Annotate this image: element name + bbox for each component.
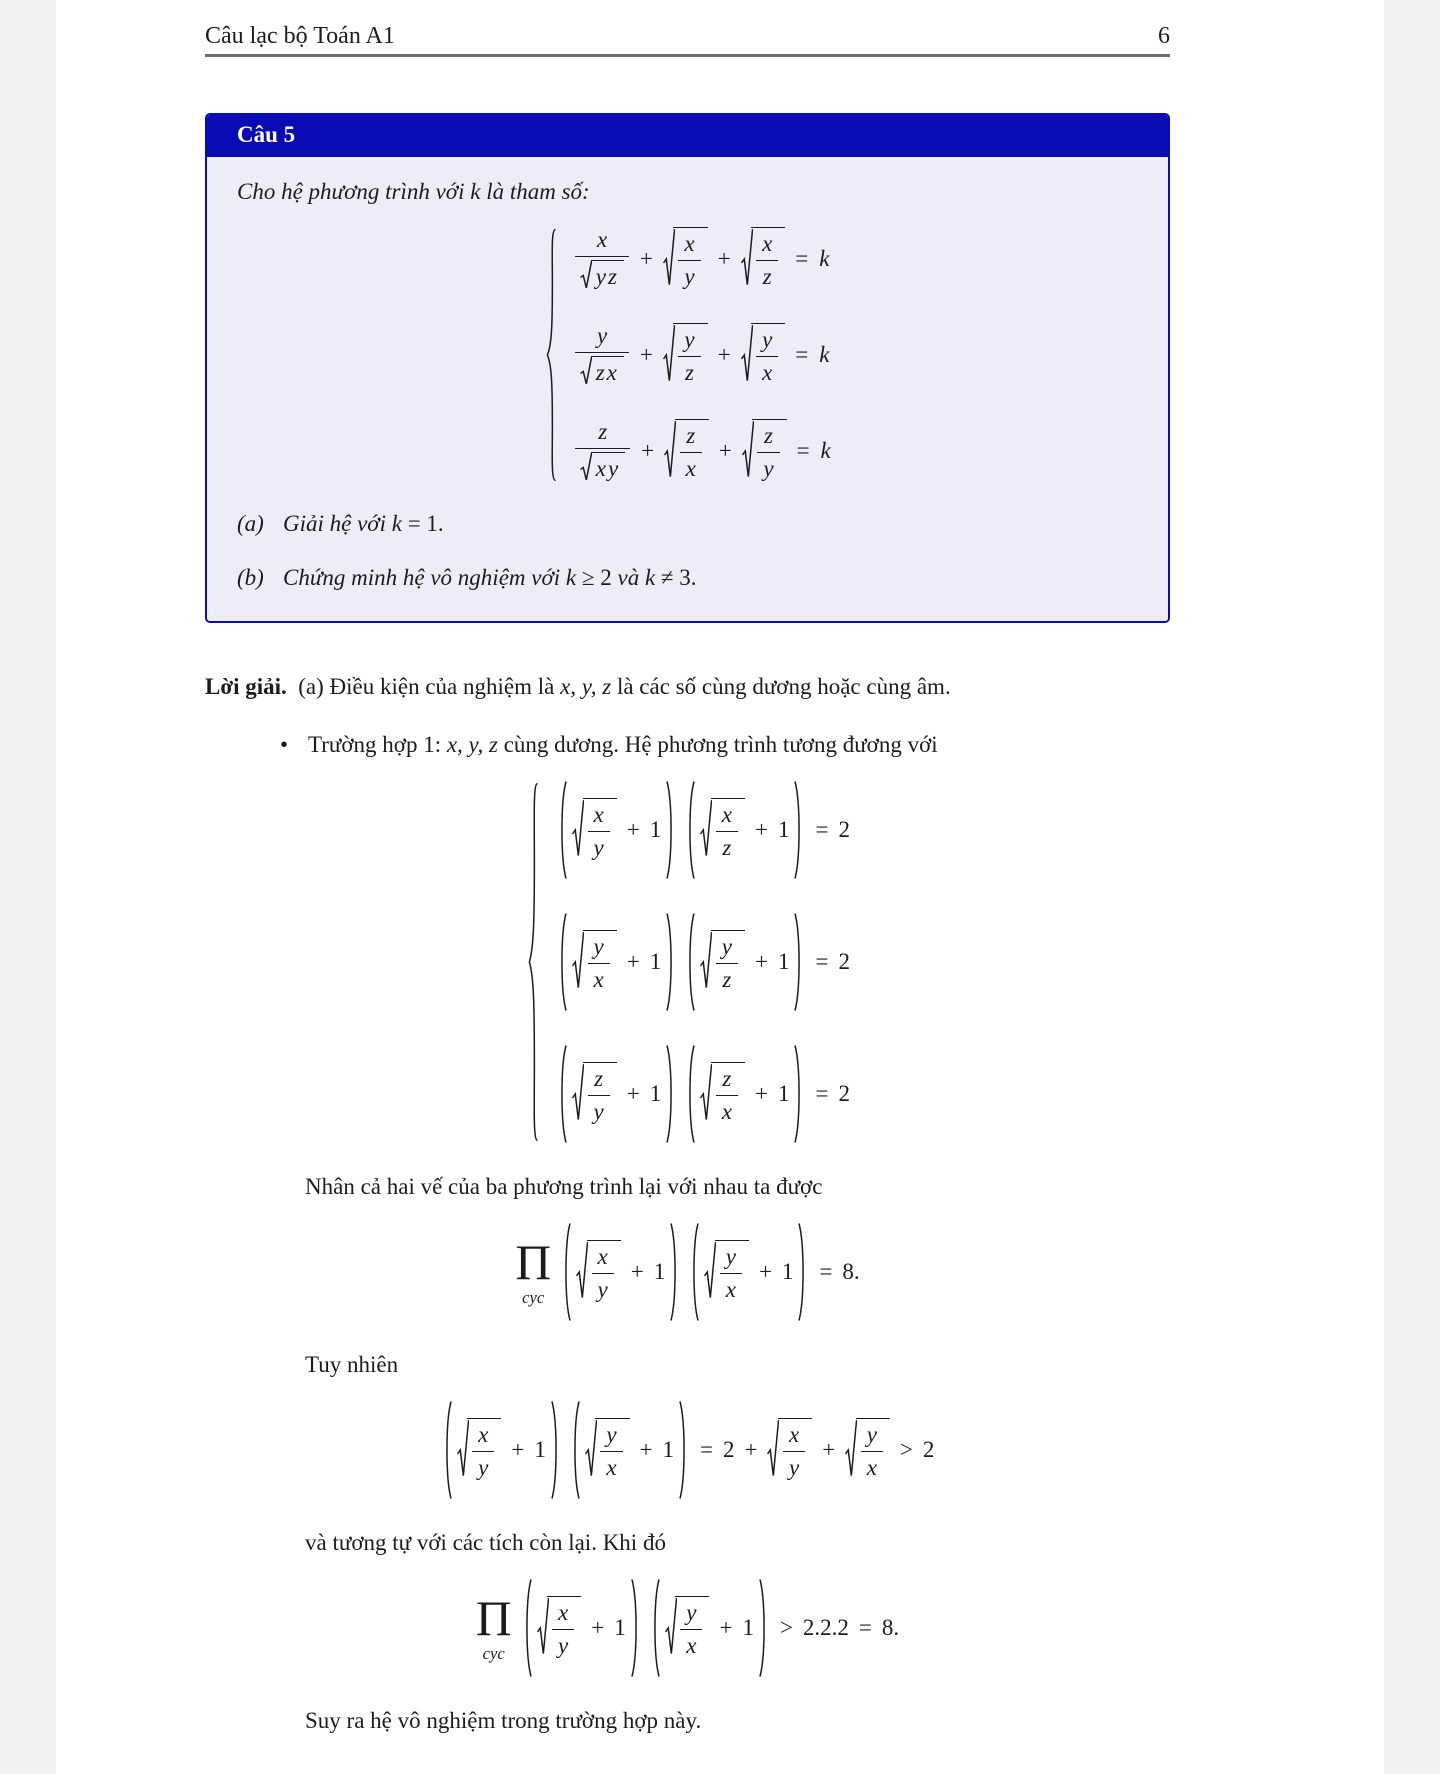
part-b	[237, 565, 1138, 591]
similar-text: và tương tự với các tích còn lại. Khi đó	[305, 1530, 666, 1556]
part-a	[237, 511, 1138, 537]
problem-box-title: Câu 5	[207, 115, 1168, 157]
inequality-equation: x y + 1 y x + 1 = 2 + x y + y x > 2	[205, 1400, 1170, 1500]
case1-text: Trường hợp 1: x, y, z cùng dương. Hệ phương trình tương đương với	[308, 732, 938, 758]
document-page	[56, 0, 1384, 1774]
case1-item	[280, 732, 1170, 758]
problem-box	[205, 113, 1170, 623]
problem-intro: Cho hệ phương trình với k là tham số:	[237, 179, 590, 204]
equation-system-case1: x y + 1 x z + 1 = 2 y x + 1 y z + 1 = 2 z y + 1 z x + 1 = 2	[205, 780, 1170, 1144]
conclusion-text: Suy ra hệ vô nghiệm trong trường hợp này.	[305, 1708, 702, 1734]
part-b-text: Chứng minh hệ vô nghiệm với k ≥ 2 và k ≠ 3.	[283, 565, 697, 590]
equation-system-main: x y z + x y + x z = k y z x + y z + y x = k z x y + z x + z y = k	[237, 227, 1138, 483]
product-equation: Π cyc x y + 1 y x + 1 = 8.	[205, 1222, 1170, 1322]
product-inequality: Π cyc x y + 1 y x + 1 > 2.2.2 = 8.	[205, 1578, 1170, 1678]
page-number: 6	[1158, 23, 1170, 49]
however-text: Tuy nhiên	[305, 1352, 399, 1378]
header-rule	[205, 54, 1170, 57]
problem-box-body	[207, 157, 1168, 621]
header-title: Câu lạc bộ Toán A1	[205, 23, 395, 49]
part-b-label: (b)	[237, 565, 264, 590]
page-content	[56, 0, 1384, 1774]
page-header	[205, 0, 1170, 50]
part-a-text: Giải hệ với k = 1.	[283, 511, 444, 536]
solution-lead: Lời giải. (a) Điều kiện của nghiệm là x, y, z là các số cùng dương hoặc cùng âm.	[205, 674, 951, 699]
multiply-text: Nhân cả hai vế của ba phương trình lại với nhau ta được	[305, 1174, 823, 1200]
part-a-label: (a)	[237, 511, 264, 536]
bullet-icon: •	[280, 732, 289, 758]
